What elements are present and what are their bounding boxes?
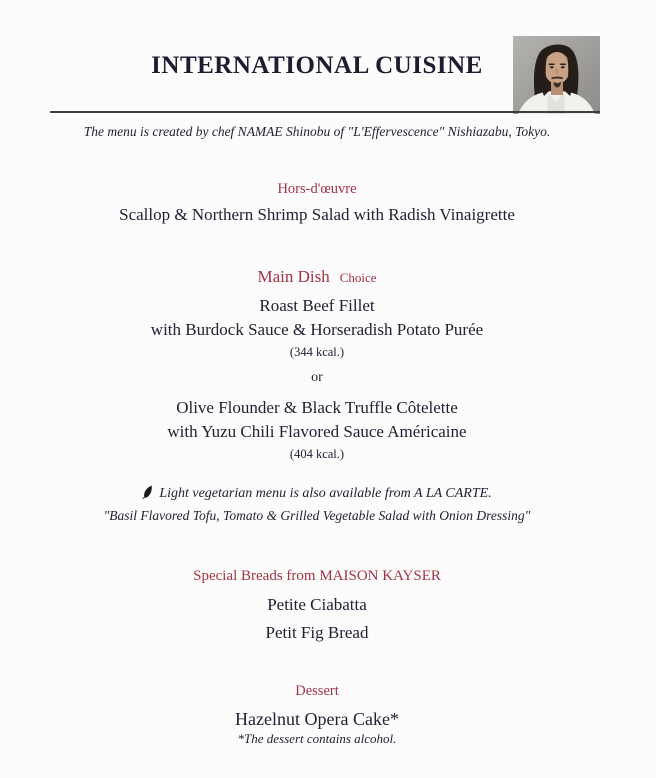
- chef-credit-line: The menu is created by chef NAMAE Shinobu of "L'Effervescence" Nishiazabu, Tokyo.: [83, 124, 551, 139]
- main-option1-kcal: (344 kcal.): [289, 345, 345, 359]
- main-dish-or-separator: or: [311, 370, 323, 385]
- chef-photo: [513, 36, 600, 114]
- vegetarian-note-text: Light vegetarian menu is also available from A LA CARTE.: [159, 486, 492, 501]
- vegetarian-note: [0, 484, 634, 505]
- menu-item-main-option2-line2: with Yuzu Chili Flavored Sauce Américaine: [167, 422, 467, 441]
- leaf-icon: [142, 485, 153, 505]
- menu-item-main-option1-line1: Roast Beef Fillet: [259, 296, 375, 315]
- menu-item-hors-doeuvre: Scallop & Northern Shrimp Salad with Radish Vinaigrette: [119, 205, 515, 224]
- menu-item-main-option2-line1: Olive Flounder & Black Truffle Côtelette: [176, 398, 458, 417]
- menu-content: [0, 52, 656, 747]
- section-heading-hors-doeuvre: Hors-d'œuvre: [277, 181, 357, 197]
- main-dish-heading-label: Main Dish: [257, 267, 330, 286]
- menu-item-dessert: Hazelnut Opera Cake*: [235, 709, 399, 729]
- section-heading-breads: Special Breads from MAISON KAYSER: [193, 568, 441, 584]
- menu-item-bread-2: Petit Fig Bread: [265, 623, 369, 642]
- menu-item-bread-1: Petite Ciabatta: [267, 595, 367, 614]
- main-dish-choice-label: Choice: [339, 270, 377, 285]
- main-option2-kcal: (404 kcal.): [289, 447, 345, 461]
- section-heading-dessert: Dessert: [295, 683, 339, 699]
- vegetarian-note-dish: "Basil Flavored Tofu, Tomato & Grilled Vegetable Salad with Onion Dressing": [103, 508, 531, 523]
- dessert-alcohol-note: *The dessert contains alcohol.: [237, 731, 397, 746]
- header-divider: [50, 111, 600, 113]
- menu-item-main-option1-line2: with Burdock Sauce & Horseradish Potato Purée: [150, 320, 484, 339]
- page-title: INTERNATIONAL CUISINE: [151, 52, 483, 79]
- section-heading-main-dish: [0, 266, 634, 289]
